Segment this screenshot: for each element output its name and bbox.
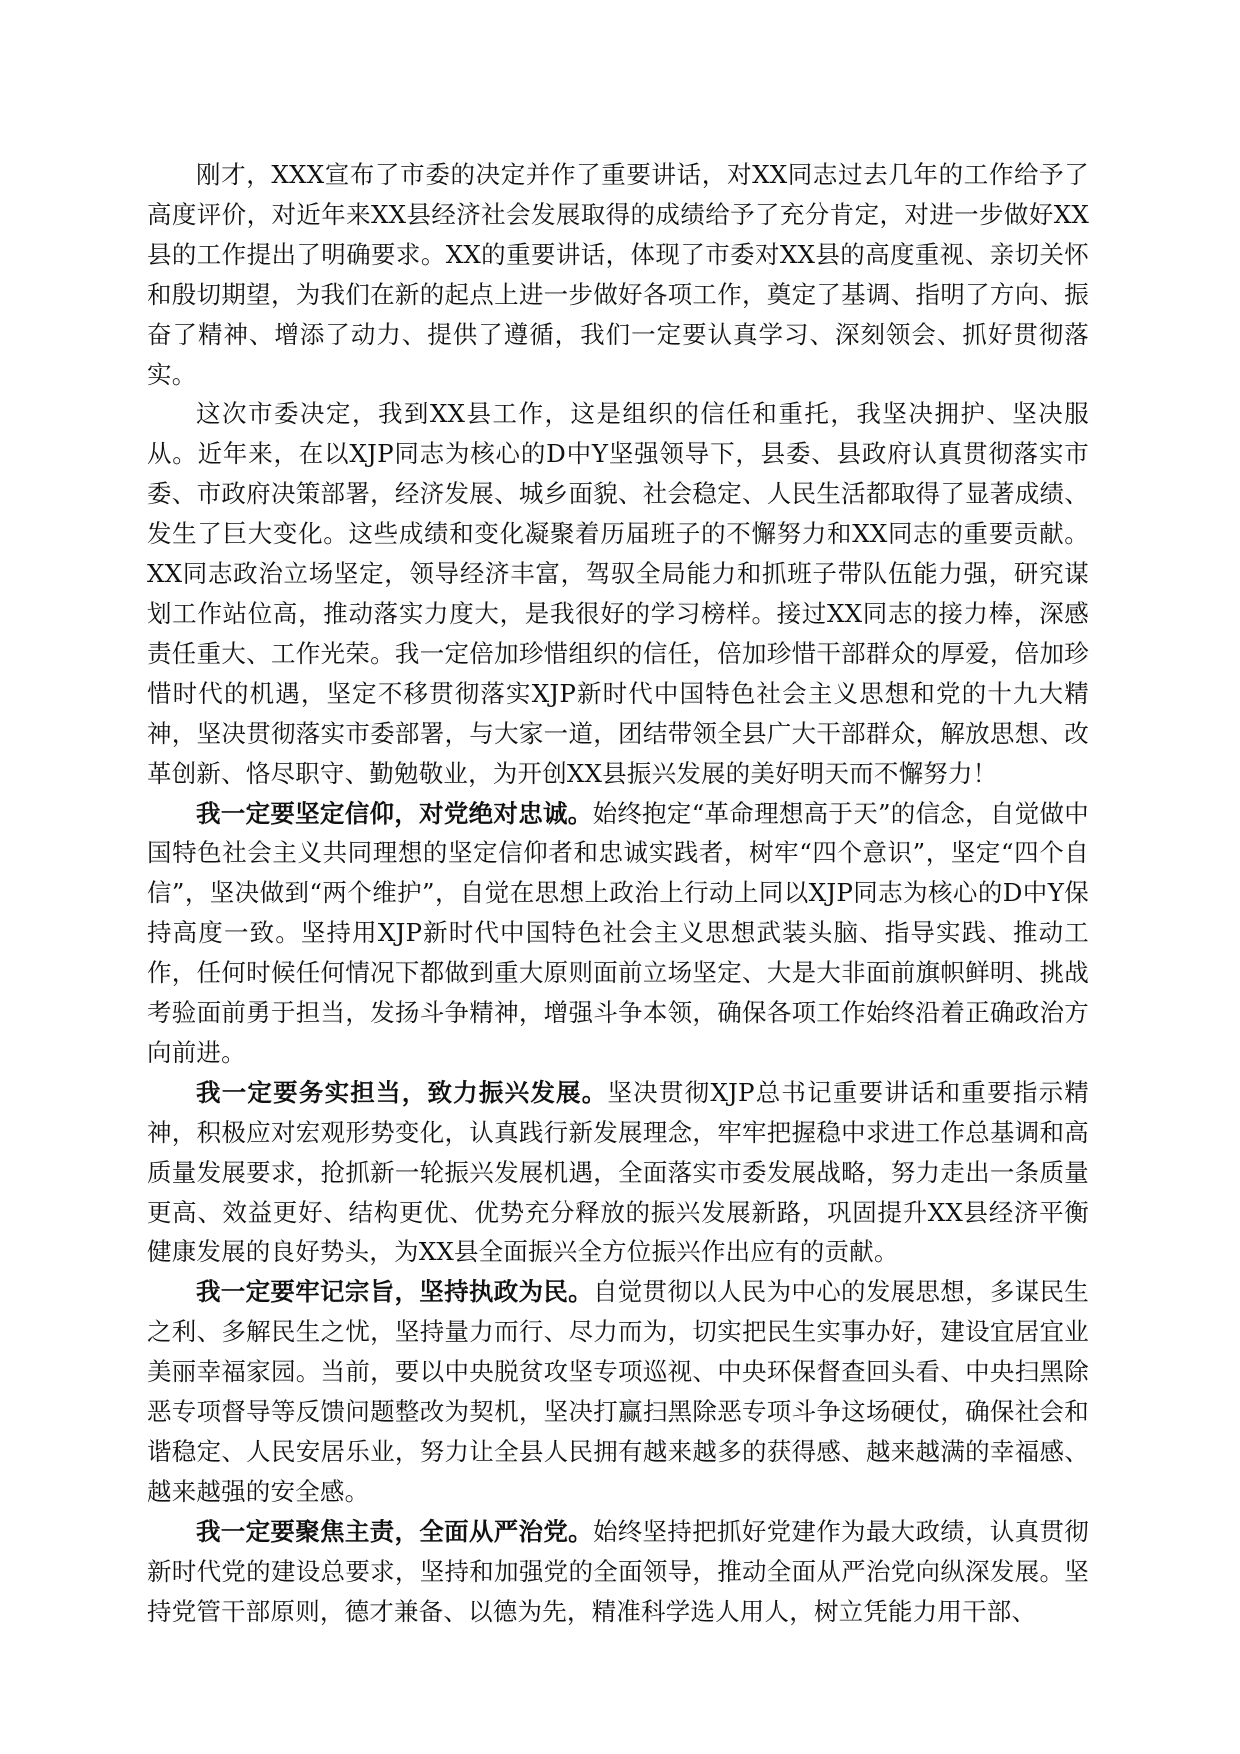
paragraph-text: 始终抱定“革命理想高于天”的信念，自觉做中国特色社会主义共同理想的坚定信仰者和忠诚实践者，树牢“四个意识”，坚定“四个自信”，坚决做到“两个维护”，自觉在思想上政治上行动上同以XJP同志为核心的D中Y保持高度一致。坚持用XJP新时代中国特色社会主义思想武装头脑、指导实践、推动工作，任何时候任何情况下都做到重大原则面前立场坚定、大是大非面前旗帜鲜明、挑战考验面前勇于担当，发扬斗争精神，增强斗争本领，确保各项工作始终沿着正确政治方向前进。 [147,798,1090,1067]
paragraph [147,1272,1089,1511]
paragraph [147,794,1089,1073]
paragraph-lead: 我一定要牢记宗旨，坚持执政为民。 [196,1277,593,1307]
paragraph-lead: 我一定要聚焦主责，全面从严治党。 [196,1516,593,1546]
paragraph-text: 刚才，XXX宣布了市委的决定并作了重要讲话，对XX同志过去几年的工作给予了高度评价，对近年来XX县经济社会发展取得的成绩给予了充分肯定，对进一步做好XX县的工作提出了明确要求。XX的重要讲话，体现了市委对XX县的高度重视、亲切关怀和殷切期望，为我们在新的起点上进一步做好各项工作，奠定了基调、指明了方向、振奋了精神、增添了动力、提供了遵循，我们一定要认真学习、深刻领会、抓好贯彻落实。 [147,160,1089,389]
paragraph-text: 始终坚持把抓好党建作为最大政绩，认真贯彻新时代党的建设总要求，坚持和加强党的全面领导，推动全面从严治党向纵深发展。坚持党管干部原则，德才兼备、以德为先，精准科学选人用人，树立凭能力用干部、 [147,1516,1089,1626]
paragraph-text: 自觉贯彻以人民为中心的发展思想，多谋民生之利、多解民生之忧，坚持量力而行、尽力而为，切实把民生实事办好，建设宜居宜业美丽幸福家园。当前，要以中央脱贫攻坚专项巡视、中央环保督查回头看、中央扫黑除恶专项督导等反馈问题整改为契机，坚决打赢扫黑除恶专项斗争这场硬仗，确保社会和谐稳定、人民安居乐业，努力让全县人民拥有越来越多的获得感、越来越满的幸福感、越来越强的安全感。 [147,1277,1089,1506]
document-body [147,155,1089,1632]
paragraph-text: 坚决贯彻XJP总书记重要讲话和重要指示精神，积极应对宏观形势变化，认真践行新发展理念，牢牢把握稳中求进工作总基调和高质量发展要求，抢抓新一轮振兴发展机遇，全面落实市委发展战略，努力走出一条质量更高、效益更好、结构更优、优势充分释放的振兴发展新路，巩固提升XX县经济平衡健康发展的良好势头，为XX县全面振兴全方位振兴作出应有的贡献。 [147,1077,1089,1267]
paragraph [147,1512,1089,1632]
paragraph [147,155,1089,394]
paragraph-lead: 我一定要坚定信仰，对党绝对忠诚。 [196,798,593,828]
paragraph [147,394,1089,793]
paragraph-text: 这次市委决定，我到XX县工作，这是组织的信任和重托，我坚决拥护、坚决服从。近年来，在以XJP同志为核心的D中Y坚强领导下，县委、县政府认真贯彻落实市委、市政府决策部署，经济发展、城乡面貌、社会稳定、人民生活都取得了显著成绩、发生了巨大变化。这些成绩和变化凝聚着历届班子的不懈努力和XX同志的重要贡献。XX同志政治立场坚定，领导经济丰富，驾驭全局能力和抓班子带队伍能力强，研究谋划工作站位高，推动落实力度大，是我很好的学习榜样。接过XX同志的接力棒，深感责任重大、工作光荣。我一定倍加珍惜组织的信任，倍加珍惜干部群众的厚爱，倍加珍惜时代的机遇，坚定不移贯彻落实XJP新时代中国特色社会主义思想和党的十九大精神，坚决贯彻落实市委部署，与大家一道，团结带领全县广大干部群众，解放思想、改革创新、恪尽职守、勤勉敬业，为开创XX县振兴发展的美好明天而不懈努力！ [147,399,1089,788]
paragraph-lead: 我一定要务实担当，致力振兴发展。 [196,1077,608,1107]
paragraph [147,1073,1089,1273]
